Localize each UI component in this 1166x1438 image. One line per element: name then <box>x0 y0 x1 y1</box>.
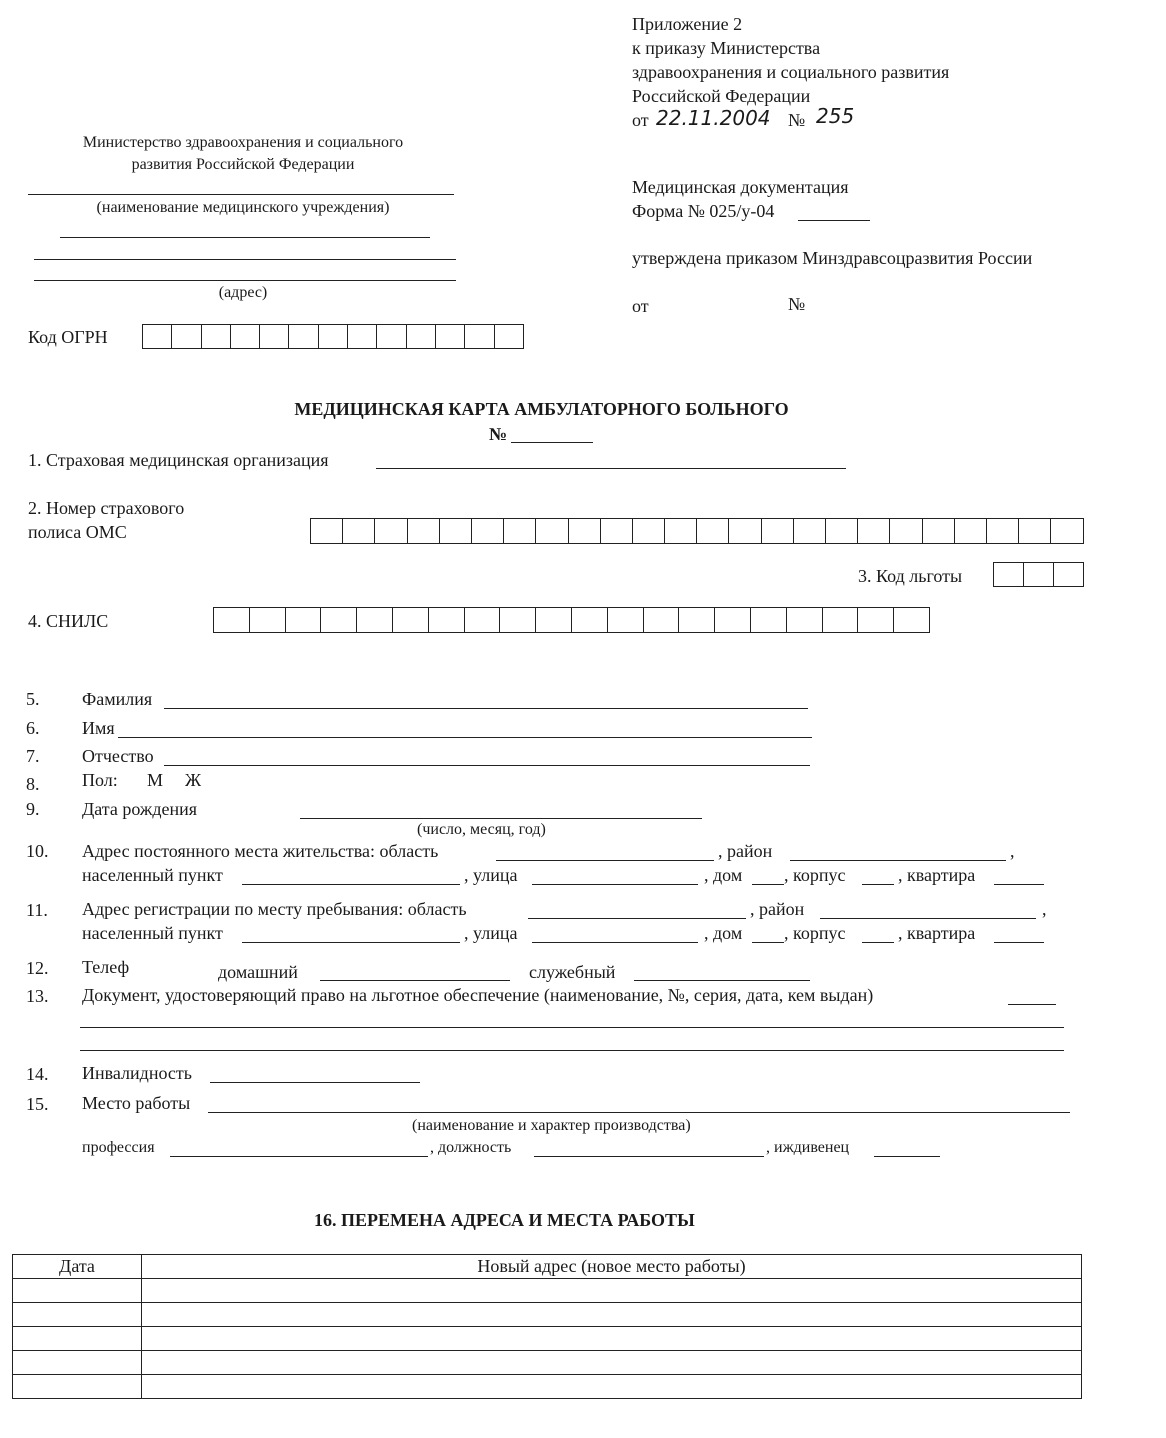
table-cell-address[interactable] <box>142 1375 1082 1399</box>
stay-comma: , <box>1042 899 1047 919</box>
dependent-label: , иждивенец <box>766 1139 850 1156</box>
residence-district-label: , район <box>718 841 773 861</box>
workplace-line[interactable] <box>208 1112 1070 1113</box>
table-cell-date[interactable] <box>13 1327 142 1351</box>
birth-date-caption: (число, месяц, год) <box>417 821 546 838</box>
table-row[interactable] <box>13 1351 1082 1375</box>
stay-apartment-line[interactable] <box>994 942 1044 943</box>
ogrn-label: Код ОГРН <box>28 327 108 347</box>
field-5-number: 5. <box>26 689 40 709</box>
benefit-doc-line-2[interactable] <box>80 1050 1064 1051</box>
ogrn-cells[interactable] <box>142 324 524 349</box>
field-7-label: Отчество <box>82 746 154 766</box>
residence-apartment-label: , квартира <box>898 865 976 885</box>
table-cell-address[interactable] <box>142 1279 1082 1303</box>
field-2-label-line2: полиса ОМС <box>28 522 127 542</box>
stay-apartment-label: , квартира <box>898 923 976 943</box>
birth-date-line[interactable] <box>300 818 702 819</box>
field-13-number: 13. <box>26 986 49 1006</box>
stay-district-line[interactable] <box>820 918 1036 919</box>
stay-house-line[interactable] <box>752 942 784 943</box>
oms-policy-cells[interactable] <box>310 518 1084 544</box>
ministry-line2: развития Российской Федерации <box>131 156 355 173</box>
field-8-label: Пол: <box>82 770 118 790</box>
column-new-address-header: Новый адрес (новое место работы) <box>142 1255 1082 1279</box>
stay-locality-line[interactable] <box>242 942 460 943</box>
address-line-1[interactable] <box>34 259 456 260</box>
stay-street-line[interactable] <box>532 942 698 943</box>
field-15-label: Место работы <box>82 1093 191 1113</box>
card-number-line[interactable] <box>511 442 593 443</box>
phone-work-line[interactable] <box>634 980 810 981</box>
residence-locality-line[interactable] <box>242 884 460 885</box>
stay-region-line[interactable] <box>528 918 746 919</box>
institution-caption: (наименование медицинского учреждения) <box>96 199 390 216</box>
field-8-number: 8. <box>26 774 40 794</box>
ministry-line1: Министерство здравоохранения и социального <box>82 134 404 151</box>
field-10-number: 10. <box>26 841 49 861</box>
table-row[interactable] <box>13 1375 1082 1399</box>
appendix-date-handwritten: 22.11.2004 <box>656 106 771 130</box>
institution-line[interactable] <box>28 194 454 195</box>
profession-line[interactable] <box>170 1156 428 1157</box>
phone-home-line[interactable] <box>320 980 510 981</box>
table-row[interactable] <box>13 1279 1082 1303</box>
field-14-label: Инвалидность <box>82 1063 192 1083</box>
field-9-number: 9. <box>26 799 40 819</box>
benefit-code-cells[interactable] <box>993 562 1084 587</box>
residence-district-line[interactable] <box>790 860 1006 861</box>
stay-district-label: , район <box>750 899 805 919</box>
dependent-line[interactable] <box>874 1156 940 1157</box>
table-header-row <box>13 1255 1082 1279</box>
profession-label: профессия <box>82 1139 155 1156</box>
field-4-label: 4. СНИЛС <box>28 611 109 631</box>
benefit-doc-line-1[interactable] <box>80 1027 1064 1028</box>
institution-line-2[interactable] <box>60 237 430 238</box>
residence-building-label: , корпус <box>784 865 846 885</box>
disability-line[interactable] <box>210 1082 420 1083</box>
field-15-number: 15. <box>26 1094 49 1114</box>
field-10-label: Адрес постоянного места жительства: область <box>82 841 439 861</box>
form-number: Форма № 025/у-04 <box>632 201 775 221</box>
approved-from-label: от <box>632 296 649 316</box>
table-cell-date[interactable] <box>13 1279 142 1303</box>
residence-comma: , <box>1010 841 1015 861</box>
table-cell-date[interactable] <box>13 1351 142 1375</box>
benefit-doc-line-0[interactable] <box>1008 1004 1056 1005</box>
phone-home-label: домашний <box>218 962 298 982</box>
address-caption: (адрес) <box>218 284 268 301</box>
field-6-number: 6. <box>26 718 40 738</box>
appendix-line2: к приказу Министерства <box>632 38 821 58</box>
residence-region-line[interactable] <box>496 860 714 861</box>
table-row[interactable] <box>13 1327 1082 1351</box>
table-cell-address[interactable] <box>142 1351 1082 1375</box>
appendix-line3: здравоохранения и социального развития <box>632 62 950 82</box>
residence-building-line[interactable] <box>862 884 894 885</box>
stay-building-label: , корпус <box>784 923 846 943</box>
field-6-label: Имя <box>82 718 115 738</box>
snils-cells[interactable] <box>213 607 930 633</box>
residence-street-line[interactable] <box>532 884 698 885</box>
sex-male-option[interactable]: М <box>147 770 164 790</box>
form-number-line[interactable] <box>798 220 870 221</box>
field-1-label: 1. Страховая медицинская организация <box>28 450 329 470</box>
appendix-line1: Приложение 2 <box>632 14 743 34</box>
field-9-label: Дата рождения <box>82 799 198 819</box>
field-7-number: 7. <box>26 746 40 766</box>
field-11-number: 11. <box>26 900 48 920</box>
residence-house-label: , дом <box>704 865 743 885</box>
address-line-2[interactable] <box>34 280 456 281</box>
phone-work-label: служебный <box>529 962 616 982</box>
table-cell-address[interactable] <box>142 1303 1082 1327</box>
field-11-label: Адрес регистрации по месту пребывания: область <box>82 899 467 919</box>
approved-label: утверждена приказом Минздравсоцразвития России <box>632 248 1033 268</box>
approved-number-label: № <box>788 294 806 314</box>
column-date-header: Дата <box>13 1255 142 1279</box>
field-5-label: Фамилия <box>82 689 153 709</box>
section-16-title: 16. ПЕРЕМЕНА АДРЕСА И МЕСТА РАБОТЫ <box>314 1210 695 1230</box>
field-12-label: Телеф <box>82 957 130 977</box>
appendix-number-handwritten: 255 <box>816 104 855 128</box>
med-doc-label: Медицинская документация <box>632 177 849 197</box>
residence-street-label: , улица <box>464 865 518 885</box>
stay-locality-label: населенный пункт <box>82 923 223 943</box>
field-1-line[interactable] <box>376 468 846 469</box>
surname-line[interactable] <box>164 708 808 709</box>
position-label: , должность <box>430 1139 512 1156</box>
appendix-line4: Российской Федерации <box>632 86 811 106</box>
stay-street-label: , улица <box>464 923 518 943</box>
card-number-label: № <box>489 424 508 444</box>
stay-building-line[interactable] <box>862 942 894 943</box>
name-line[interactable] <box>118 737 812 738</box>
workplace-caption: (наименование и характер производства) <box>412 1117 691 1134</box>
appendix-date-prefix: от <box>632 110 649 130</box>
residence-apartment-line[interactable] <box>994 884 1044 885</box>
address-change-table <box>12 1254 1082 1399</box>
stay-house-label: , дом <box>704 923 743 943</box>
residence-house-line[interactable] <box>752 884 784 885</box>
residence-locality-label: населенный пункт <box>82 865 223 885</box>
field-2-label-line1: 2. Номер страхового <box>28 498 185 518</box>
field-14-number: 14. <box>26 1064 49 1084</box>
position-line[interactable] <box>534 1156 764 1157</box>
field-12-number: 12. <box>26 958 49 978</box>
appendix-number-prefix: № <box>788 110 806 130</box>
patronymic-line[interactable] <box>164 765 810 766</box>
table-cell-address[interactable] <box>142 1327 1082 1351</box>
table-cell-date[interactable] <box>13 1375 142 1399</box>
field-13-label: Документ, удостоверяющий право на льготное обеспечение (наименование, №, серия, дата, кем выдан) <box>82 985 874 1005</box>
field-3-label: 3. Код льготы <box>858 566 963 586</box>
card-title: МЕДИЦИНСКАЯ КАРТА АМБУЛАТОРНОГО БОЛЬНОГО <box>294 399 789 419</box>
table-row[interactable] <box>13 1303 1082 1327</box>
sex-female-option[interactable]: Ж <box>185 770 202 790</box>
table-cell-date[interactable] <box>13 1303 142 1327</box>
